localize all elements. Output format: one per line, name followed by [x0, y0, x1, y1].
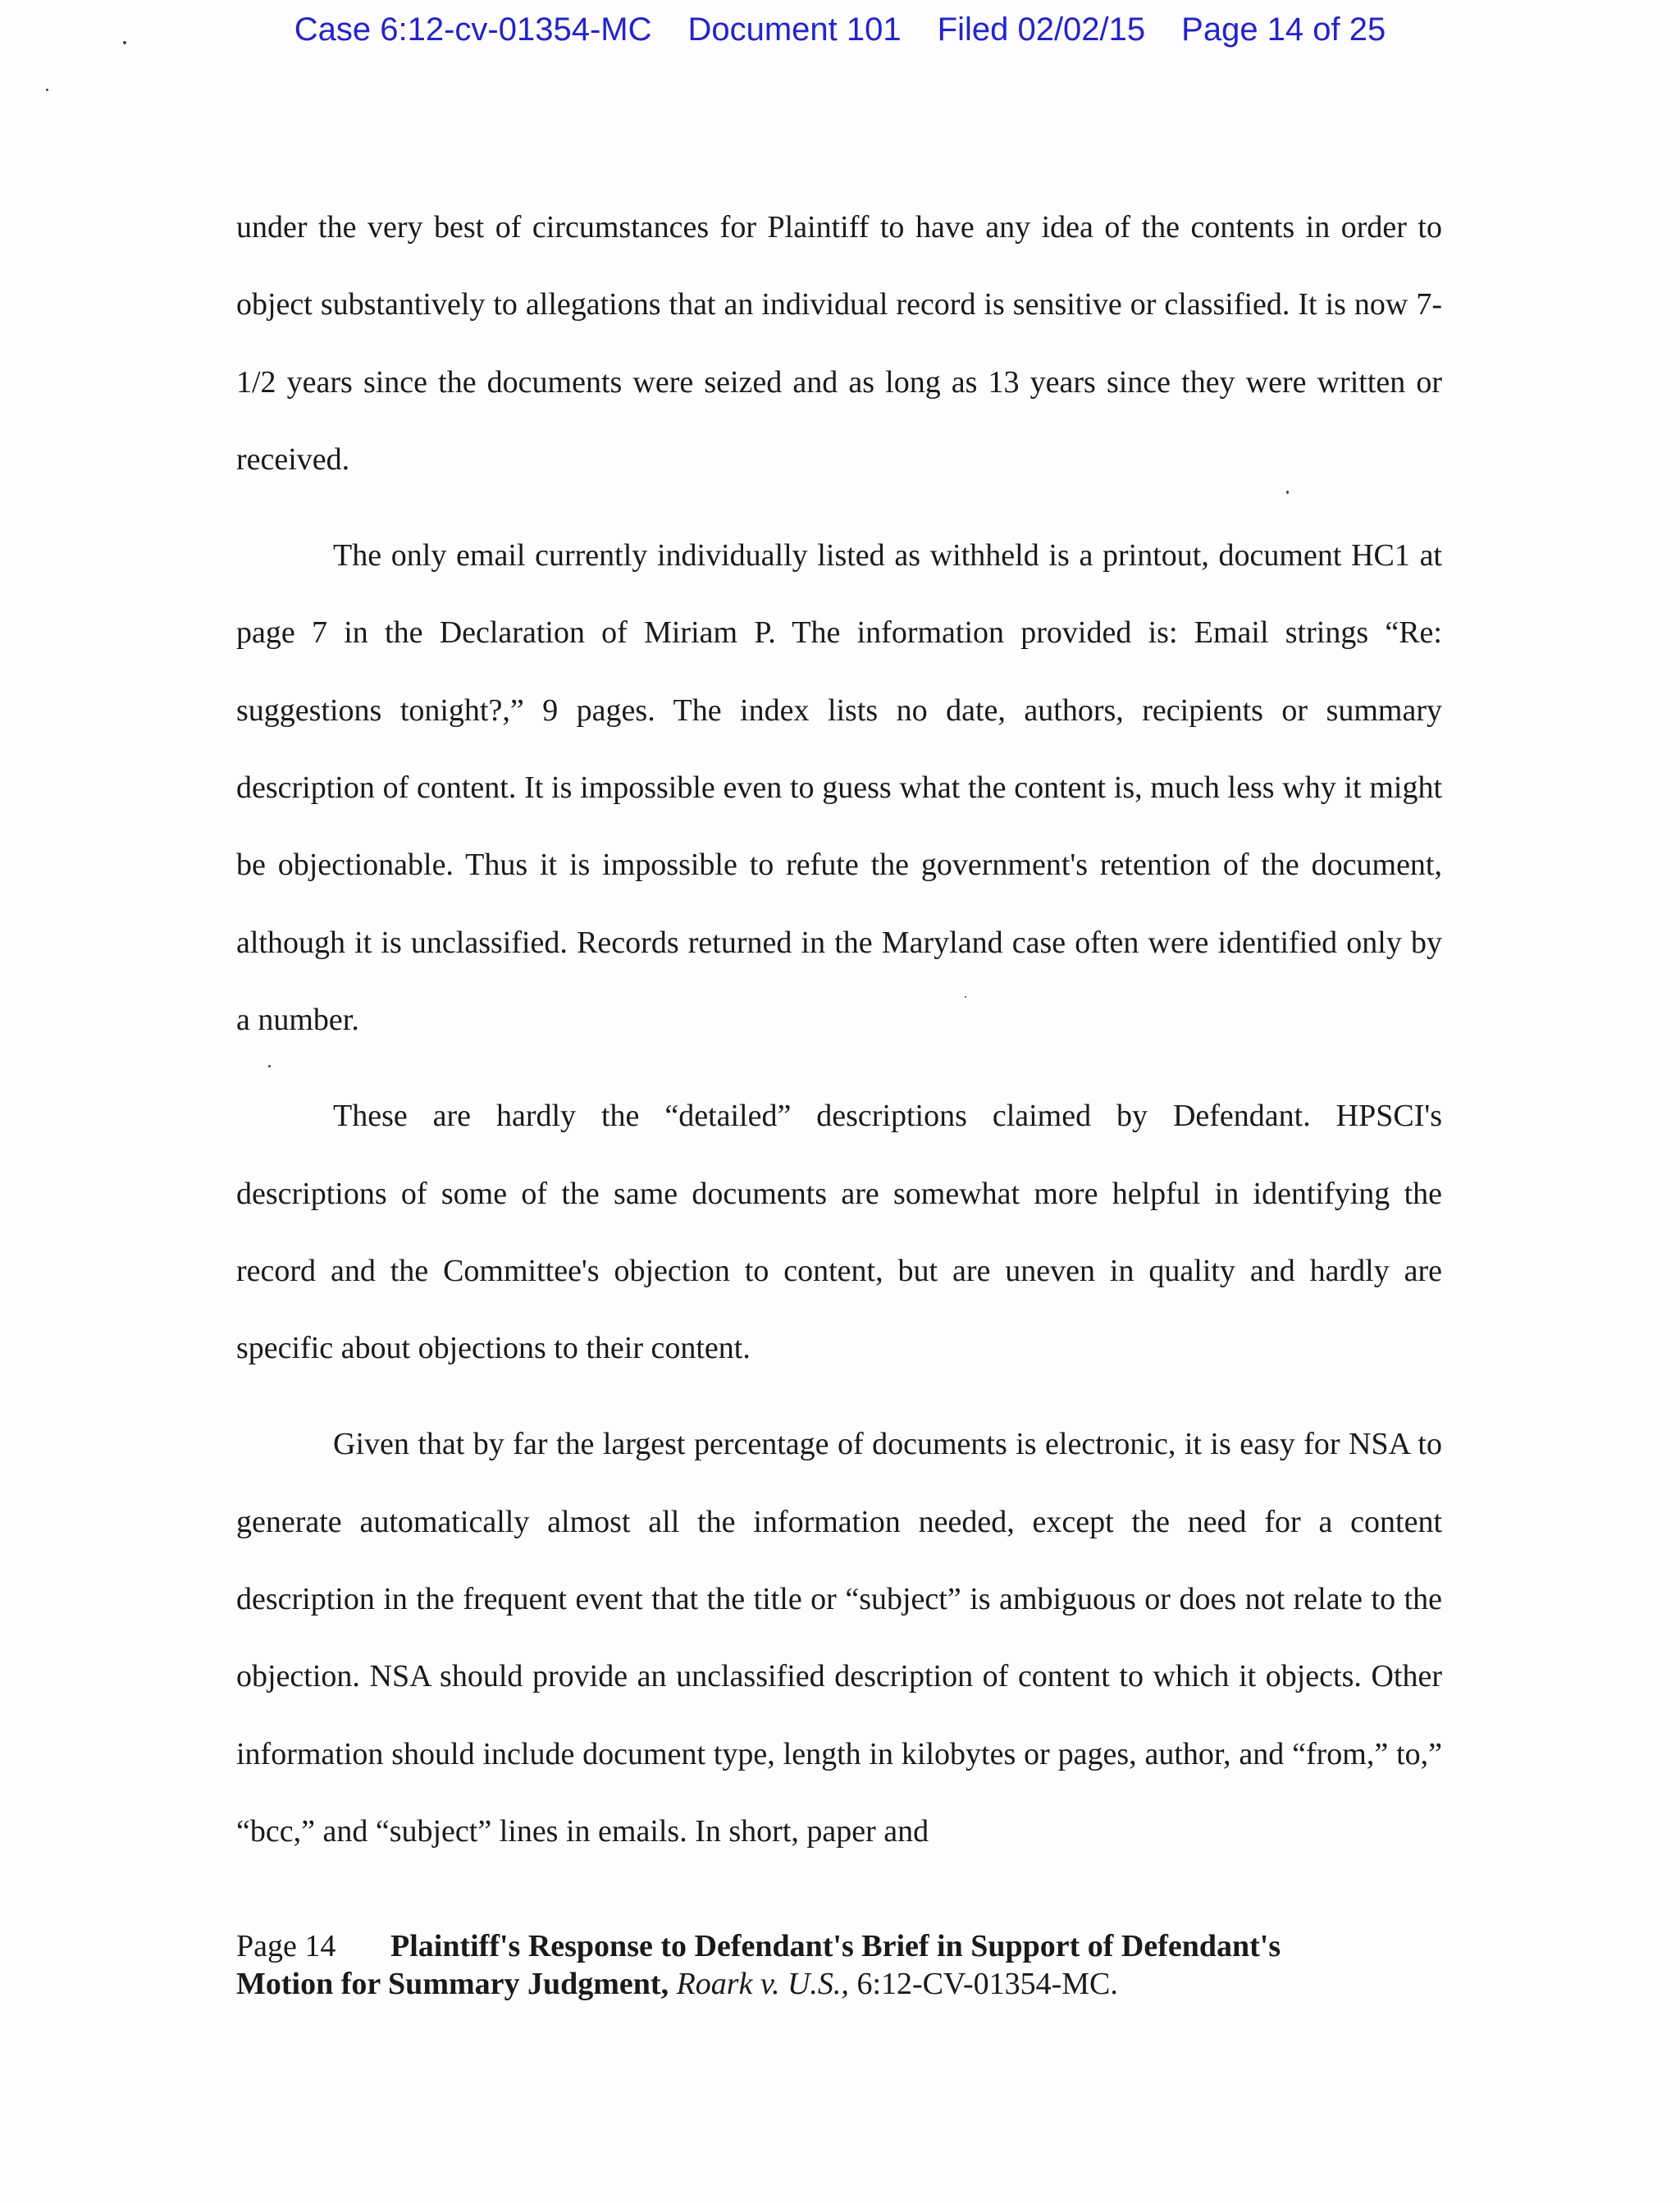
footer-line-1: [236, 1927, 1467, 1965]
filed-date: Filed 02/02/15: [937, 11, 1146, 48]
paragraph-3: These are hardly the “detailed” descriptions claimed by Defendant. HPSCI's descriptions of some of the same documents are somewhat more helpful in identifying the record and the Committee's objection to content, but are uneven in quality and hardly are specific about objections to their content.: [236, 1099, 1442, 1366]
page-footer: [236, 1927, 1467, 2003]
footer-title-line-2: Motion for Summary Judgment,: [236, 1967, 669, 2001]
scan-speck: [123, 41, 126, 44]
footer-case-number: 6:12-CV-01354-MC.: [856, 1967, 1118, 2001]
ecf-header-stamp: [0, 11, 1680, 48]
case-number: Case 6:12-cv-01354-MC: [294, 11, 652, 48]
footer-page-number: Page 14: [236, 1929, 336, 1963]
paragraph-2: The only email currently individually listed as withheld is a printout, document HC1 at page 7 in the Declaration of Miriam P. The information provided is: Email strings “Re: suggestions tonight?,” 9 pages. The index lists no date, authors, recipients or summary description of content. It is impossible even to guess what the content is, much less why it might be objectionable. Thus it is impossible to refute the government's retention of the document, although it is unclassified. Records returned in the Maryland case often were identified only by a number.: [236, 538, 1442, 1037]
paragraph-1: under the very best of circumstances for Plaintiff to have any idea of the contents in order to object substantively to allegations that an individual record is sensitive or classified. It is now 7-1/2 years since the documents were seized and as long as 13 years since they were written or received.: [236, 210, 1442, 477]
page-count: Page 14 of 25: [1181, 11, 1386, 48]
footer-line-2: [236, 1965, 1467, 2003]
paragraph-4: Given that by far the largest percentage of documents is electronic, it is easy for NSA to generate automatically almost all the information needed, except the need for a content description in the frequent event that the title or “subject” is ambiguous or does not relate to the objection. NSA should provide an unclassified description of content to which it objects. Other information should include document type, length in kilobytes or pages, author, and “from,” to,” “bcc,” and “subject” lines in emails. In short, paper and: [236, 1427, 1442, 1849]
scan-speck: [46, 89, 48, 91]
footer-title-line-1: Plaintiff's Response to Defendant's Brief in Support of Defendant's: [390, 1929, 1281, 1963]
footer-case-name: Roark v. U.S.,: [676, 1967, 849, 2001]
body-text: [236, 189, 1442, 1889]
document-number: Document 101: [687, 11, 902, 48]
